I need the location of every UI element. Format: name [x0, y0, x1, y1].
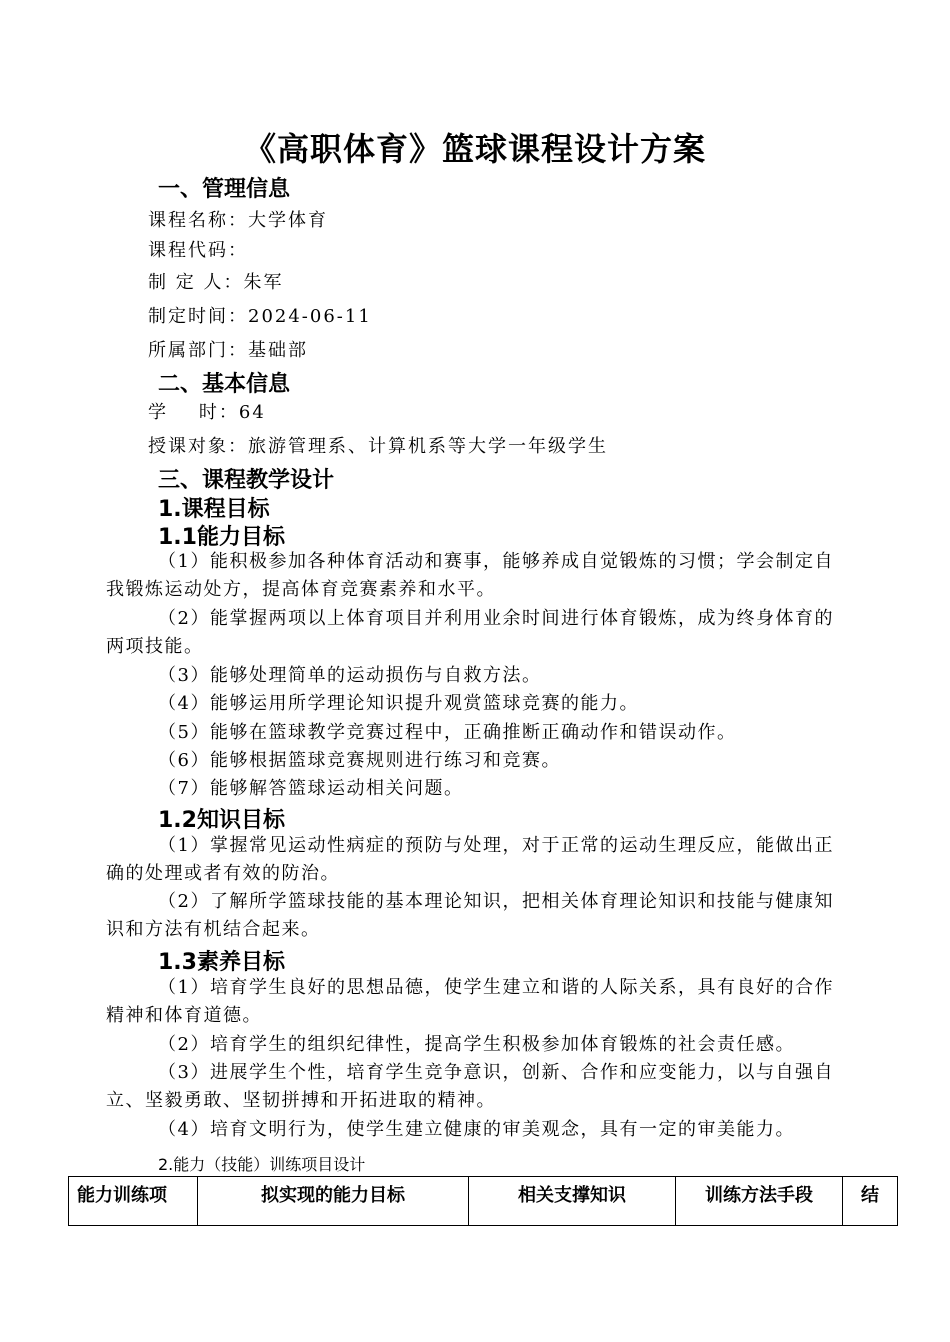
section-heading-basic: 二、基本信息	[158, 372, 291, 397]
course-name-label: 课程名称：	[148, 210, 248, 231]
quality-item: （2）培育学生的组织纪律性，提高学生积极参加体育锻炼的社会责任感。	[158, 1034, 795, 1055]
quality-item: （1）培育学生良好的思想品德，使学生建立和谐的人际关系，具有良好的合作精神和体育道德。	[106, 977, 834, 1026]
heading-ability-goals: 1.1能力目标	[158, 525, 285, 550]
table-header-cell: 能力训练项	[69, 1177, 198, 1226]
target-line	[148, 432, 608, 458]
maker-value: 朱军	[243, 272, 284, 293]
ability-item: （4）能够运用所学理论知识提升观赏篮球竞赛的能力。	[158, 693, 639, 714]
section-heading-management: 一、管理信息	[158, 177, 291, 202]
knowledge-item: （1）掌握常见运动性病症的预防与处理，对于正常的运动生理反应，能做出正确的处理或者有效的防治。	[106, 835, 834, 884]
table-header-cell: 相关支撑知识	[469, 1177, 676, 1226]
table-header-cell: 结	[843, 1177, 898, 1226]
hours-line	[148, 398, 266, 424]
hours-label: 学 时：	[148, 402, 239, 423]
ability-item: （1）能积极参加各种体育活动和赛事，能够养成自觉锻炼的习惯；学会制定自我锻炼运动处方，提高体育竞赛素养和水平。	[106, 551, 834, 600]
department-label: 所属部门：	[148, 340, 248, 361]
table-header-cell: 拟实现的能力目标	[198, 1177, 469, 1226]
maker-label: 制 定 人：	[148, 272, 244, 293]
date-label: 制定时间：	[148, 306, 248, 327]
heading-quality-goals: 1.3素养目标	[158, 950, 285, 975]
department-value: 基础部	[248, 340, 308, 361]
ability-item: （6）能够根据篮球竞赛规则进行练习和竞赛。	[158, 750, 561, 771]
quality-item: （3）进展学生个性，培育学生竞争意识，创新、合作和应变能力，以与自强自立、坚毅勇敢、坚韧拼搏和开拓进取的精神。	[106, 1062, 834, 1111]
course-code-line	[148, 236, 248, 262]
course-name-line	[148, 206, 328, 232]
heading-course-goals: 1.课程目标	[158, 497, 270, 522]
date-value: 2024-06-11	[248, 306, 372, 327]
ability-item: （5）能够在篮球教学竞赛过程中，正确推断正确动作和错误动作。	[158, 722, 737, 743]
department-line	[148, 336, 308, 362]
section-heading-design: 三、课程教学设计	[158, 468, 335, 493]
quality-item: （4）培育文明行为，使学生建立健康的审美观念，具有一定的审美能力。	[158, 1119, 795, 1140]
ability-item: （2）能掌握两项以上体育项目并利用业余时间进行体育锻炼，成为终身体育的两项技能。	[106, 608, 834, 657]
ability-item: （3）能够处理简单的运动损伤与自救方法。	[158, 665, 542, 686]
target-value: 旅游管理系、计算机系等大学一年级学生	[248, 436, 608, 457]
date-line	[148, 302, 372, 328]
ability-item: （7）能够解答篮球运动相关问题。	[158, 778, 464, 799]
table-header-cell: 训练方法手段	[676, 1177, 843, 1226]
document-title: 《高职体育》篮球课程设计方案	[243, 130, 706, 168]
maker-line	[148, 268, 283, 294]
course-name-value: 大学体育	[248, 210, 328, 231]
table-caption: 2.能力（技能）训练项目设计	[158, 1155, 366, 1174]
training-design-table	[68, 1176, 898, 1226]
hours-value: 64	[238, 402, 266, 423]
knowledge-item: （2）了解所学篮球技能的基本理论知识，把相关体育理论知识和技能与健康知识和方法有机结合起来。	[106, 891, 834, 940]
course-code-label: 课程代码：	[148, 240, 248, 261]
heading-knowledge-goals: 1.2知识目标	[158, 808, 285, 833]
table-header-row	[69, 1177, 898, 1226]
target-label: 授课对象：	[148, 436, 248, 457]
